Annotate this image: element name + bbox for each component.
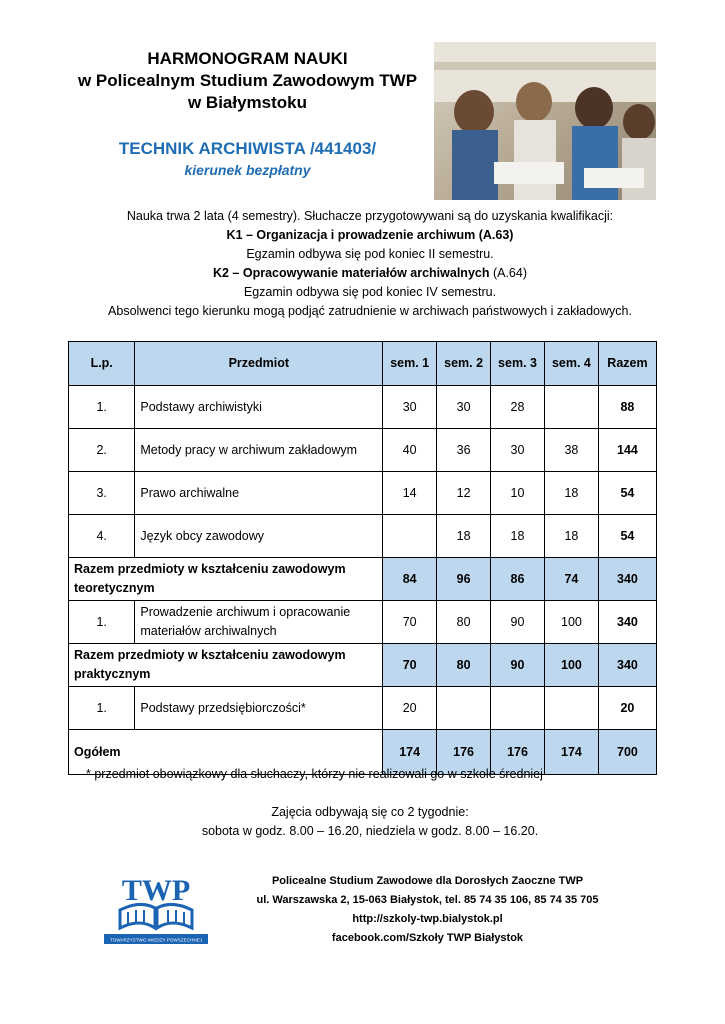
sum-practice-label: Razem przedmioty w kształceniu zawodowym praktycznym bbox=[69, 644, 383, 687]
table-row: 1. Podstawy przedsiębiorczości* 20 20 bbox=[69, 687, 657, 730]
header-sem-4: sem. 4 bbox=[544, 342, 598, 386]
students-photo-illustration bbox=[434, 42, 656, 200]
study-plan-table bbox=[68, 341, 657, 775]
twp-logo bbox=[100, 870, 212, 948]
school-address: ul. Warszawska 2, 15-063 Białystok, tel. 85 74 35 106, 85 74 35 705 bbox=[256, 894, 599, 906]
intro-line-duration: Nauka trwa 2 lata (4 semestry). Słuchacze przygotowywani są do uzyskania kwalifikacji: bbox=[126, 209, 614, 223]
title-line-1: HARMONOGRAM NAUKI bbox=[147, 49, 348, 68]
twp-logo-graphic bbox=[100, 870, 212, 948]
qualification-k2: K2 – Opracowywanie materiałów archiwalnych (A.64) bbox=[212, 266, 527, 280]
header-sem-3: sem. 3 bbox=[491, 342, 545, 386]
intro-line-exam-k2: Egzamin odbywa się pod koniec IV semestru. bbox=[243, 285, 497, 299]
sum-row-practice: Razem przedmioty w kształceniu zawodowym praktycznym 70 80 90 100 340 bbox=[69, 644, 657, 687]
title-line-2: w Policealnym Studium Zawodowym TWP bbox=[77, 71, 418, 90]
program-name: TECHNIK ARCHIWISTA /441403/ bbox=[118, 139, 377, 158]
grand-total-row: Ogółem 174 176 176 174 700 bbox=[69, 730, 657, 775]
qualification-k1: K1 – Organizacja i prowadzenie archiwum (A.63) bbox=[226, 228, 514, 242]
school-name: Policealne Studium Zawodowe dla Dorosłych Zaoczne TWP bbox=[271, 875, 584, 887]
logo-letters: TWP bbox=[121, 874, 191, 907]
school-contact bbox=[245, 872, 610, 948]
document-header bbox=[70, 48, 425, 180]
logo-caption: TOWARZYSTWO WIEDZY POWSZECHNEJ bbox=[109, 937, 203, 943]
schedule-line-2: sobota w godz. 8.00 – 16.20, niedziela w godz. 8.00 – 16.20. bbox=[201, 824, 539, 838]
sum-theory-label: Razem przedmioty w kształceniu zawodowym teoretycznym bbox=[69, 558, 383, 601]
table-row: 1. Podstawy archiwistyki 30 30 28 88 bbox=[69, 386, 657, 429]
table-row: 3. Prawo archiwalne 14 12 10 18 54 bbox=[69, 472, 657, 515]
program-subtitle: kierunek bezpłatny bbox=[184, 162, 311, 178]
schedule-line-1: Zajęcia odbywają się co 2 tygodnie: bbox=[271, 805, 469, 819]
header-sem-2: sem. 2 bbox=[437, 342, 491, 386]
class-schedule bbox=[60, 803, 680, 841]
students-photo bbox=[434, 42, 656, 200]
header-sem-1: sem. 1 bbox=[383, 342, 437, 386]
intro-line-exam-k1: Egzamin odbywa się pod koniec II semestru. bbox=[246, 247, 494, 261]
table-header-row bbox=[69, 342, 657, 386]
header-subject: Przedmiot bbox=[135, 342, 383, 386]
grand-total-label: Ogółem bbox=[69, 730, 383, 775]
table-row: 2. Metody pracy w archiwum zakładowym 40 36 30 38 144 bbox=[69, 429, 657, 472]
school-facebook-link[interactable]: facebook.com/Szkoły TWP Białystok bbox=[331, 932, 524, 944]
intro-line-careers: Absolwenci tego kierunku mogą podjąć zatrudnienie w archiwach państwowych i zakładowych. bbox=[108, 304, 632, 318]
program-description bbox=[60, 207, 680, 321]
sum-row-theory: Razem przedmioty w kształceniu zawodowym teoretycznym 84 96 86 74 340 bbox=[69, 558, 657, 601]
table-row: 1. Prowadzenie archiwum i opracowanie materiałów archiwalnych 70 80 90 100 340 bbox=[69, 601, 657, 644]
school-website-link[interactable]: http://szkoly-twp.bialystok.pl bbox=[352, 913, 503, 925]
header-lp: L.p. bbox=[69, 342, 135, 386]
footnote: * przedmiot obowiązkowy dla słuchaczy, którzy nie realizowali go w szkole średniej bbox=[86, 767, 543, 781]
header-total: Razem bbox=[598, 342, 656, 386]
table-row: 4. Język obcy zawodowy 18 18 18 54 bbox=[69, 515, 657, 558]
title-line-3: w Białymstoku bbox=[187, 93, 308, 112]
